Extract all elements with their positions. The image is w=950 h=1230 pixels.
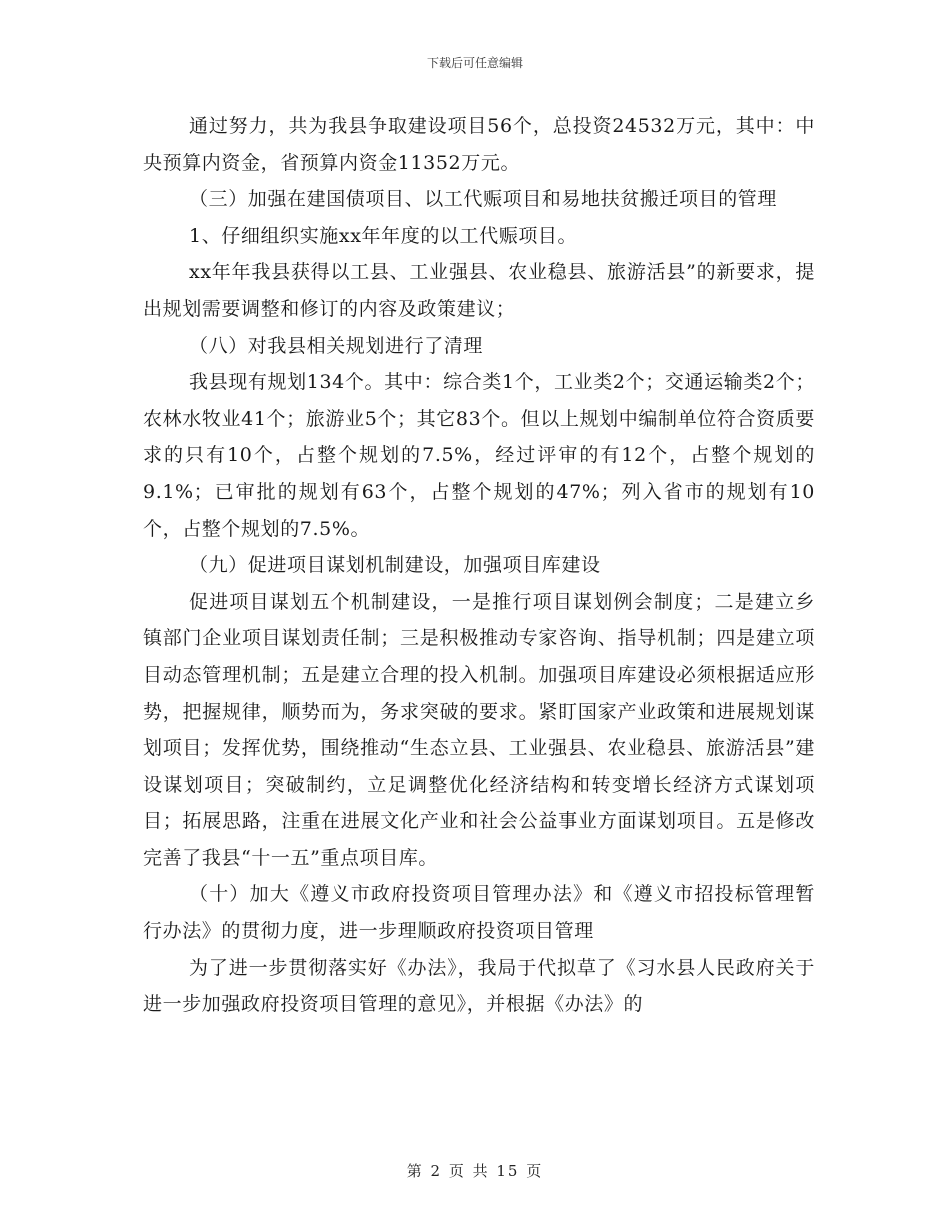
body-paragraph: 促进项目谋划五个机制建设，一是推行项目谋划例会制度；二是建立乡镇部门企业项目谋划责任制；三是积极推动专家咨询、指导机制；四是建立项目动态管理机制；五是建立合理的投入机制。加强项目库建设必须根据适应形势，把握规律，顺势而为，务求突破的要求。紧盯国家产业政策和进展规划谋划项目；发挥优势，围绕推动“生态立县、工业强县、农业稳县、旅游活县”建设谋划项目；突破制约，立足调整优化经济结构和转变增长经济方式谋划项目；拓展思路，注重在进展文化产业和社会公益事业方面谋划项目。五是修改完善了我县“十一五”重点项目库。 <box>143 590 815 869</box>
document-body <box>143 108 815 1023</box>
body-paragraph: 我县现有规划134个。其中：综合类1个，工业类2个；交通运输类2个；农林水牧业41个；旅游业5个；其它83个。但以上规划中编制单位符合资质要求的只有10个，占整个规划的7.5%，经过评审的有12个，占整个规划的9.1%；已审批的规划有63个，占整个规划的47%；列入省市的规划有10个，占整个规划的7.5%。 <box>143 371 815 540</box>
body-paragraph: 通过努力，共为我县争取建设项目56个，总投资24532万元，其中：中央预算内资金，省预算内资金11352万元。 <box>143 115 815 174</box>
body-paragraph: （九）促进项目谋划机制建设，加强项目库建设 <box>189 554 601 577</box>
body-paragraph: 为了进一步贯彻落实好《办法》，我局于代拟草了《习水县人民政府关于进一步加强政府投资项目管理的意见》，并根据《办法》的 <box>143 956 815 1016</box>
page-header-note: 下载后可任意编辑 <box>426 56 523 70</box>
page-footer-number: 第 2 页 共 15 页 <box>406 1162 544 1180</box>
body-paragraph: （十）加大《遵义市政府投资项目管理办法》和《遵义市招投标管理暂行办法》的贯彻力度，进一步理顺政府投资项目管理 <box>143 883 815 943</box>
body-paragraph: （八）对我县相关规划进行了清理 <box>189 334 484 357</box>
body-paragraph: xx年年我县获得以工县、工业强县、农业稳县、旅游活县”的新要求，提出规划需要调整和修订的内容及政策建议； <box>143 261 815 320</box>
body-paragraph: （三）加强在建国债项目、以工代赈项目和易地扶贫搬迁项目的管理 <box>189 188 778 211</box>
body-paragraph: 1、仔细组织实施xx年年度的以工代赈项目。 <box>189 224 578 247</box>
